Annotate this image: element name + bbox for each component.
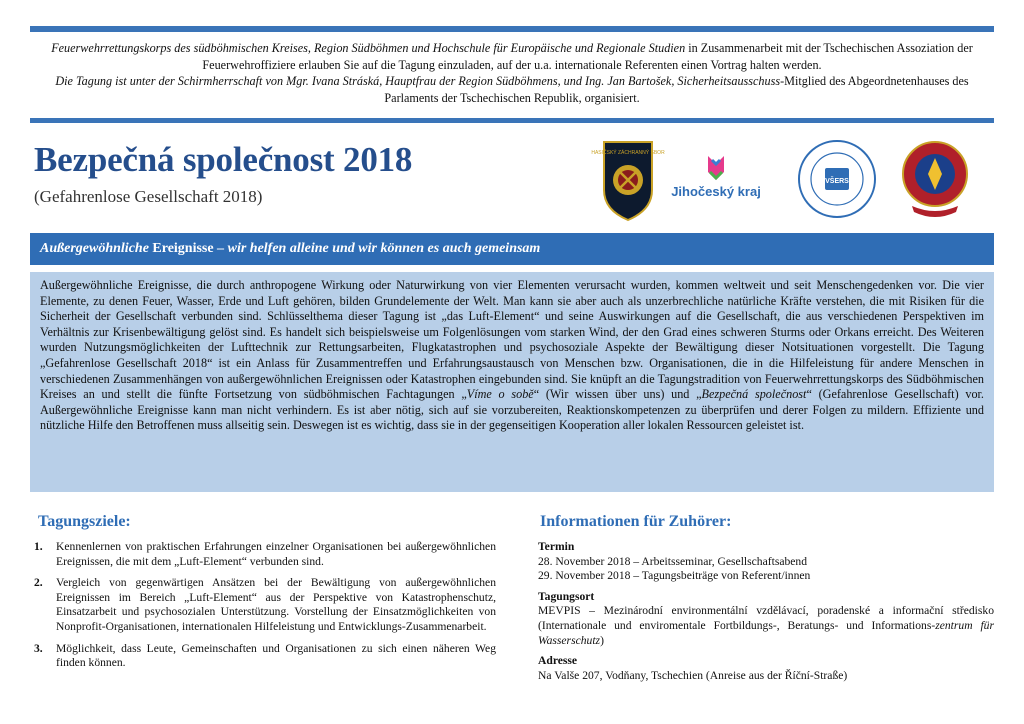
venue-description: MEVPIS – Mezinárodní environmentální vzdělávací, poradenské a informační středisko (Internationale und enviromentale Fortbildungs-, Beratungs- und Informations- (538, 604, 994, 632)
description-bezpecna: Bezpečná společnost (701, 387, 807, 402)
address-label: Adresse (538, 654, 578, 668)
list-item (34, 576, 496, 634)
logo-strip (591, 136, 994, 224)
intro-patronage: Die Tagung ist unter der Schirmherrschaft von Mgr. Ivana Stráská, Hauptfrau der Region Südböhmens, und Ing. Jan Bartošek, Sicherheitsausschuss (55, 74, 781, 88)
termin-section (538, 540, 994, 584)
goals-list (34, 540, 496, 678)
venue-italic: zentrum für Wasserschutz (538, 618, 994, 647)
goals-heading: Tagungsziele: (38, 513, 131, 530)
termin-day-2: 29. November 2018 – Tagungsbeiträge von Referent/innen (538, 569, 811, 583)
description-text-3: “ (Gefahrenlose Gesellschaft) vor. Außergewöhnliche Ereignisse kann man nicht verhindern. Es ist aber nötig, sich auf sie vorzubereiten, Reaktionskompetenzen zu überprüfen und derer Folgen zu mildern. Effiziente und nützliche Hilfe den Betroffenen muss allseitig sein. Deswegen ist es wichtig, dass sie in der gegenseitigen Kooperation aller lokalen Ressourcen geleistet ist. (40, 387, 984, 433)
university-seal-icon (796, 138, 878, 220)
banner-text-1: Außergewöhnliche (40, 241, 153, 256)
list-item (34, 540, 496, 569)
info-section (538, 540, 994, 689)
venue-text (538, 604, 994, 648)
address-text: Na Valše 207, Vodňany, Tschechien (Anreise aus der Říční-Straße) (538, 668, 848, 682)
page-title: Bezpečná společnost 2018 (34, 140, 413, 179)
description-text-2: “ (Wir wissen über uns) und „ (533, 387, 702, 402)
venue-label: Tagungsort (538, 589, 595, 603)
info-heading: Informationen für Zuhörer: (540, 513, 732, 530)
header-rule (30, 118, 994, 123)
goal-number: 1. (34, 540, 43, 553)
description-box (30, 272, 994, 492)
fire-rescue-emblem-text: HASIČSKÝ ZÁCHRANNÝ SBOR (591, 150, 665, 156)
banner-text-3: – wir helfen alleine und wir können es auch gemeinsam (213, 241, 541, 256)
venue-end: ) (600, 633, 604, 647)
region-logo-text: Jihočeský kraj (671, 184, 761, 199)
goal-text: Kennenlernen von praktischen Erfahrungen einzelner Organisationen bei außergewöhnlichen Ereignissen, die mit dem „Luft-Element“ verbunden sind. (56, 540, 496, 568)
list-item (34, 642, 496, 671)
termin-day-1: 28. November 2018 – Arbeitsseminar, Gesellschaftsabend (538, 554, 808, 568)
fire-rescue-emblem-icon (591, 138, 665, 222)
goal-number: 3. (34, 641, 43, 655)
intro-text (30, 40, 994, 106)
termin-label: Termin (538, 540, 575, 553)
intro-organizers: Feuerwehrrettungskorps des südböhmischen Kreises, Region Südböhmen und Hochschule für Europäische und Regionale Studien (51, 41, 686, 55)
association-emblem-icon (900, 136, 970, 220)
intro-invitation: in Zusammenarbeit mit der Tschechischen Assoziation der Feuerwehroffiziere erlauben Sie auf die Tagung einzuladen, auf der u.a. internationale Referenten einen Vortrag halten werden. (202, 41, 973, 72)
top-rule (30, 26, 994, 32)
intro-patronage-rest: -Mitglied des Abgeordnetenhauses des Parlaments der Tschechischen Republik, organisiert. (384, 74, 969, 105)
description-text: Außergewöhnliche Ereignisse, die durch anthropogene Wirkung oder Naturwirkung von vier Elementen verursacht wurden, kommen weltweit und seit Menschengedenken vor. Die vier Elemente, zu denen Feuer, Wasser, Erde und Luft gehören, bilden Grundelemente der Welt. Man kann sie aber auch als unzerbrechliche natürliche Kräfte verstehen, die mit Risiken für die Sicherheit der Gesellschaft verbunden sind. Schlüsselthema dieser Tagung ist „das Luft-Element“ und seine Auswirkungen auf die Gesellschaft, die aus verschiedenen Perspektiven im Verhältnis zur Krisenbewältigung gelöst sind. Es handelt sich beispielsweise um Folgenlösungen vom starken Wind, der den Grad eines schweren Sturms oder Orkans erreicht. Des Weiteren wurden Nutzungsmöglichkeiten der Lufttechnik zur Rettungsarbeiten, Flugkatastrophen und psychosoziale Aspekte der Bewältigung dieser Notsituationen vorgestellt. Die Tagung „Gefahrenlose Gesellschaft 2018“ ist ein Anlass für Zusammentreffen und Erfahrungsaustausch von Menschen bzw. Organisationen, die in die Hilfeleistung für andere Menschen in verschiedenen Zusammenhängen von außergewöhnlichen Ereignissen oder Katastrophen eingebunden sind. Sie knüpft an die Tagungstradition von Feuerwehrrettungskorps des Südböhmischen Kreises an und stellt die fünfte Fortsetzung von südböhmischen Fachtagungen „ (40, 278, 984, 402)
university-seal-text: VŠERS (825, 178, 849, 185)
goal-text: Vergleich von gegenwärtigen Ansätzen bei der Bewältigung von außergewöhnlichen Ereignissen im Bereich „Luft-Element“ aus der Perspektive von Katastrophenschutz, Einsatzarbeit und psychosozialen Unterstützung. Vorstellung der Einsatzmöglichkeiten von Nonprofit-Organisationen, internationalen Hilfeleistung und Entwicklungs-Zusammenarbeit. (56, 576, 496, 633)
goal-text: Möglichkeit, dass Leute, Gemeinschaften und Organisationen zu sich einen näheren Weg finden können. (56, 641, 496, 670)
venue-section (538, 590, 994, 648)
address-section (538, 654, 994, 683)
section-banner (30, 233, 994, 265)
page-subtitle: (Gefahrenlose Gesellschaft 2018) (34, 187, 263, 206)
description-vime: Víme o sobě (466, 387, 534, 402)
region-logo-icon (668, 150, 764, 204)
goal-number: 2. (34, 576, 43, 590)
banner-text-2: Ereignisse (152, 241, 214, 256)
